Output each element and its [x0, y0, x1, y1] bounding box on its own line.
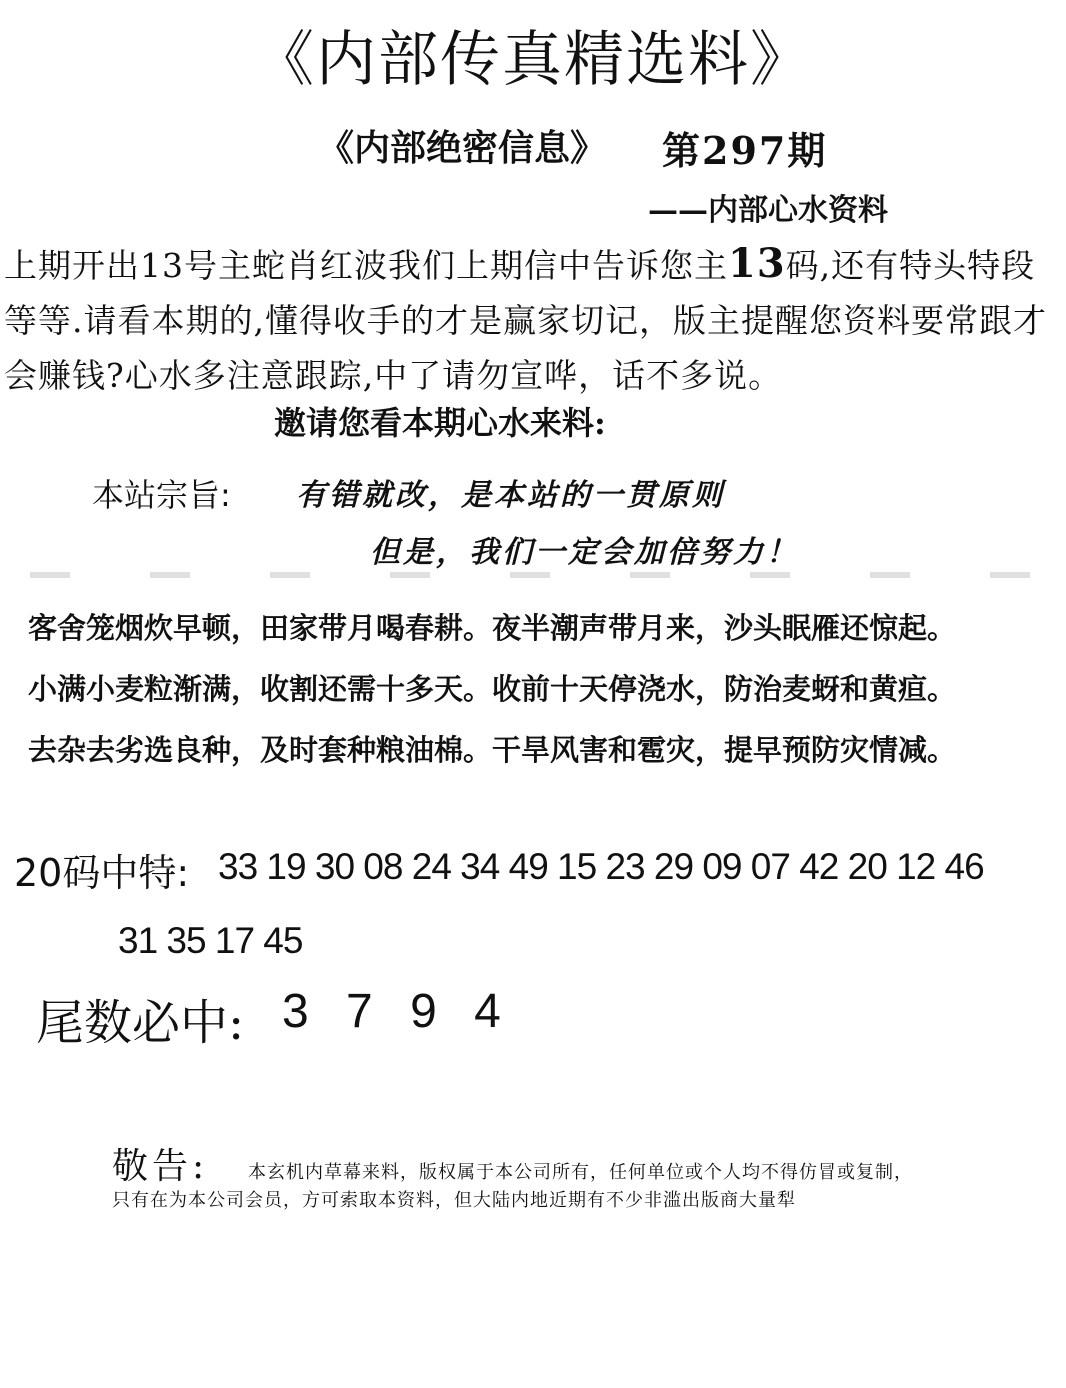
poem-line-3: 去杂去劣选良种，及时套种粮油棉。干旱风害和雹灾，提早预防灾情减。 — [28, 733, 957, 767]
notice-line-2: 只有在为本公司会员，方可索取本资料，但大陆内地近期有不少非滥出版商大量犁 — [112, 1190, 796, 1211]
invite-text: 邀请您看本期心水来料: — [274, 404, 606, 442]
codes-line-1: 33 19 30 08 24 34 49 15 23 29 09 07 42 20 12 46 — [218, 846, 984, 887]
intro-highlight-number: 13 — [728, 240, 786, 287]
intro-paragraph — [4, 236, 1064, 403]
sub-title: 《内部绝密信息》 — [318, 127, 607, 169]
motto-label: 本站宗旨: — [92, 476, 231, 514]
intro-part1: 上期开出13号主蛇肖红波我们上期信中告诉您主 — [4, 246, 728, 285]
poem-line-1: 客舍笼烟炊早顿，田家带月喝春耕。夜半潮声带月来，沙头眠雁还惊起。 — [28, 611, 957, 645]
motto-line-1: 有错就改，是本站的一贯原则 — [296, 478, 725, 513]
motto-line-2: 但是，我们一定会加倍努力！ — [370, 535, 799, 570]
intro-part2: 码,还有特头特段等等.请看本期的,懂得收手的才是赢家切记，版主提醒您资料要常跟才会赚钱?心水多注意跟踪,中了请勿宣哗，话不多说。 — [4, 246, 1047, 395]
notice-line-1: 本玄机内草幕来料，版权属于本公司所有，任何单位或个人均不得仿冒或复制， — [248, 1162, 913, 1183]
poem-line-2: 小满小麦粒渐满，收割还需十多天。收前十天停浇水，防治麦蚜和黄疸。 — [28, 672, 957, 706]
issue-number: 第297期 — [662, 128, 828, 173]
codes-line-2: 31 35 17 45 — [118, 920, 303, 961]
tail-label: 尾数必中: — [36, 995, 245, 1051]
tail-values: 3 7 9 4 — [282, 985, 501, 1038]
codes-label: 20码中特: — [14, 851, 190, 895]
separator-line — [30, 572, 1040, 578]
main-title: 《内部传真精选料》 — [254, 25, 812, 95]
notice-label: 敬告: — [112, 1146, 209, 1187]
byline: ——内部心水资料 — [648, 193, 888, 228]
